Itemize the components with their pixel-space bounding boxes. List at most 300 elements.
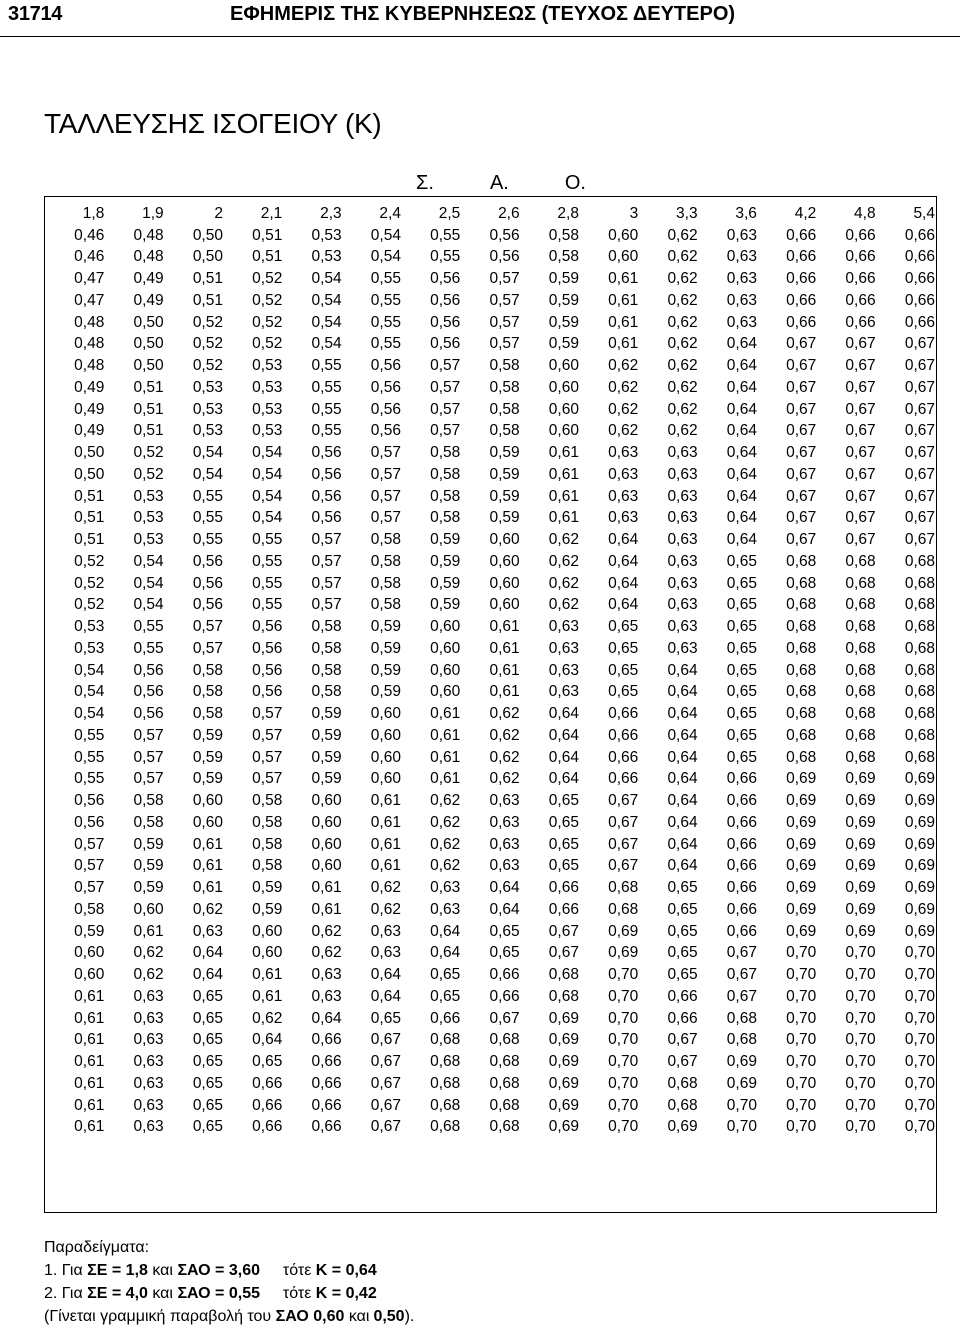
table-cell: 0,66 — [845, 270, 876, 288]
table-cell: 0,56 — [252, 618, 283, 636]
table-cell: 0,59 — [252, 879, 283, 897]
table-cell: 0,55 — [370, 313, 401, 331]
table-cell: 0,56 — [192, 552, 223, 570]
table-cell: 0,65 — [726, 552, 757, 570]
table-cell: 0,67 — [845, 487, 876, 505]
table-cell: 0,66 — [311, 1096, 342, 1114]
example-and: και — [152, 1262, 173, 1279]
table-cell: 0,56 — [370, 422, 401, 440]
table-cell: 0,64 — [667, 770, 698, 788]
table-cell: 0,56 — [311, 444, 342, 462]
table-cell: 0,60 — [311, 835, 342, 853]
table-cell: 0,60 — [133, 900, 164, 918]
column-header-sao: 2,1 — [260, 204, 283, 222]
table-cell: 0,57 — [252, 726, 283, 744]
table-cell: 0,63 — [133, 1009, 164, 1027]
table-cell: 0,51 — [133, 422, 164, 440]
table-row — [45, 290, 935, 312]
table-cell: 0,59 — [133, 857, 164, 875]
table-cell: 0,68 — [608, 900, 639, 918]
table-cell: 0,69 — [667, 1118, 698, 1136]
table-cell: 0,63 — [489, 792, 520, 810]
table-cell: 0,64 — [311, 1009, 342, 1027]
table-cell: 0,52 — [252, 270, 283, 288]
sao-axis-label — [416, 172, 586, 195]
table-cell: 0,55 — [74, 748, 105, 766]
table-cell: 0,59 — [192, 748, 223, 766]
table-cell: 0,63 — [726, 226, 757, 244]
table-cell: 0,57 — [252, 748, 283, 766]
table-cell: 0,60 — [192, 813, 223, 831]
table-cell: 0,61 — [74, 987, 105, 1005]
table-cell: 0,63 — [548, 618, 579, 636]
table-cell: 0,52 — [192, 357, 223, 375]
table-cell: 0,58 — [311, 683, 342, 701]
table-cell: 0,70 — [845, 1118, 876, 1136]
table-cell: 0,59 — [133, 835, 164, 853]
table-cell: 0,59 — [489, 487, 520, 505]
table-cell: 0,69 — [904, 835, 935, 853]
table-cell: 0,53 — [192, 400, 223, 418]
table-cell: 0,56 — [489, 226, 520, 244]
table-cell: 0,65 — [726, 748, 757, 766]
table-cell: 0,54 — [370, 226, 401, 244]
table-cell: 0,61 — [74, 1031, 105, 1049]
table-cell: 0,65 — [726, 661, 757, 679]
table-row — [45, 334, 935, 356]
table-cell: 0,66 — [489, 966, 520, 984]
table-cell: 0,63 — [726, 313, 757, 331]
table-cell: 0,61 — [489, 639, 520, 657]
table-cell: 0,61 — [133, 922, 164, 940]
table-cell: 0,68 — [548, 987, 579, 1005]
table-cell: 0,65 — [192, 1074, 223, 1092]
table-cell: 0,58 — [489, 357, 520, 375]
table-cell: 0,69 — [904, 813, 935, 831]
table-cell: 0,64 — [726, 531, 757, 549]
table-cell: 0,49 — [74, 400, 105, 418]
examples-heading: Παραδείγματα: — [44, 1239, 150, 1256]
table-cell: 0,63 — [489, 835, 520, 853]
table-cell: 0,65 — [192, 1053, 223, 1071]
table-header-row — [45, 203, 935, 225]
table-cell: 0,64 — [192, 944, 223, 962]
table-cell: 0,61 — [74, 1074, 105, 1092]
table-row — [45, 421, 935, 443]
table-row — [45, 1117, 935, 1139]
table-cell: 0,60 — [430, 639, 461, 657]
table-cell: 0,61 — [608, 291, 639, 309]
table-cell: 0,59 — [548, 291, 579, 309]
example-k: Κ = 0,64 — [315, 1262, 377, 1279]
table-cell: 0,63 — [133, 1031, 164, 1049]
table-cell: 0,60 — [192, 792, 223, 810]
table-cell: 0,70 — [726, 1118, 757, 1136]
example-se: ΣΕ = 4,0 — [87, 1285, 148, 1302]
table-cell: 0,65 — [726, 574, 757, 592]
table-cell: 0,62 — [667, 226, 698, 244]
table-cell: 0,67 — [904, 531, 935, 549]
table-cell: 0,64 — [726, 378, 757, 396]
table-cell: 0,52 — [74, 574, 105, 592]
table-cell: 0,55 — [311, 378, 342, 396]
table-cell: 0,57 — [370, 487, 401, 505]
table-cell: 0,61 — [74, 1053, 105, 1071]
table-cell: 0,65 — [192, 1031, 223, 1049]
table-row — [45, 355, 935, 377]
example-note — [44, 1305, 414, 1328]
table-cell: 0,48 — [133, 226, 164, 244]
table-cell: 0,55 — [430, 248, 461, 266]
table-cell: 0,52 — [252, 335, 283, 353]
table-cell: 0,64 — [370, 966, 401, 984]
table-row — [45, 769, 935, 791]
table-cell: 0,54 — [311, 270, 342, 288]
table-cell: 0,65 — [548, 835, 579, 853]
table-cell: 0,66 — [845, 313, 876, 331]
table-cell: 0,53 — [133, 487, 164, 505]
table-cell: 0,63 — [133, 1096, 164, 1114]
table-cell: 0,50 — [74, 465, 105, 483]
table-cell: 0,65 — [726, 683, 757, 701]
table-cell: 0,67 — [786, 487, 817, 505]
table-cell: 0,69 — [548, 1096, 579, 1114]
table-cell: 0,51 — [74, 487, 105, 505]
table-cell: 0,60 — [489, 574, 520, 592]
table-cell: 0,67 — [904, 422, 935, 440]
table-row — [45, 790, 935, 812]
table-cell: 0,68 — [904, 661, 935, 679]
table-cell: 0,57 — [370, 444, 401, 462]
table-cell: 0,64 — [489, 900, 520, 918]
table-cell: 0,64 — [548, 748, 579, 766]
table-row — [45, 943, 935, 965]
table-row — [45, 595, 935, 617]
table-cell: 0,66 — [608, 726, 639, 744]
table-cell: 0,53 — [133, 531, 164, 549]
table-cell: 0,61 — [608, 270, 639, 288]
table-cell: 0,68 — [786, 639, 817, 657]
table-cell: 0,47 — [74, 270, 105, 288]
table-cell: 0,61 — [430, 705, 461, 723]
table-cell: 0,64 — [726, 335, 757, 353]
table-cell: 0,68 — [786, 705, 817, 723]
table-cell: 0,64 — [667, 748, 698, 766]
table-cell: 0,56 — [192, 574, 223, 592]
table-cell: 0,48 — [74, 357, 105, 375]
table-cell: 0,61 — [252, 966, 283, 984]
table-cell: 0,70 — [845, 1009, 876, 1027]
table-cell: 0,57 — [430, 400, 461, 418]
table-cell: 0,52 — [252, 313, 283, 331]
table-cell: 0,56 — [430, 335, 461, 353]
table-cell: 0,68 — [845, 618, 876, 636]
table-cell: 0,66 — [726, 770, 757, 788]
table-cell: 0,66 — [311, 1074, 342, 1092]
column-header-sao: 4,8 — [854, 204, 876, 222]
table-cell: 0,65 — [667, 879, 698, 897]
table-cell: 0,66 — [726, 900, 757, 918]
table-cell: 0,68 — [904, 596, 935, 614]
table-cell: 0,69 — [608, 944, 639, 962]
table-row — [45, 1030, 935, 1052]
table-cell: 0,58 — [311, 661, 342, 679]
table-row — [45, 312, 935, 334]
table-row — [45, 247, 935, 269]
table-cell: 0,67 — [548, 944, 579, 962]
table-cell: 0,55 — [311, 422, 342, 440]
table-cell: 0,67 — [608, 813, 639, 831]
table-cell: 0,51 — [133, 378, 164, 396]
table-cell: 0,57 — [74, 857, 105, 875]
table-row — [45, 899, 935, 921]
table-cell: 0,57 — [370, 509, 401, 527]
table-cell: 0,65 — [667, 900, 698, 918]
table-row — [45, 703, 935, 725]
table-cell: 0,62 — [548, 552, 579, 570]
table-cell: 0,58 — [489, 378, 520, 396]
table-cell: 0,65 — [192, 1118, 223, 1136]
table-cell: 0,68 — [786, 748, 817, 766]
table-cell: 0,63 — [667, 639, 698, 657]
table-cell: 0,52 — [192, 313, 223, 331]
table-cell: 0,67 — [786, 444, 817, 462]
table-cell: 0,58 — [370, 531, 401, 549]
table-cell: 0,51 — [192, 291, 223, 309]
table-cell: 0,58 — [192, 683, 223, 701]
table-cell: 0,57 — [192, 639, 223, 657]
table-cell: 0,67 — [608, 857, 639, 875]
table-cell: 0,60 — [370, 726, 401, 744]
table-cell: 0,62 — [430, 813, 461, 831]
table-cell: 0,59 — [192, 770, 223, 788]
table-cell: 0,62 — [608, 422, 639, 440]
table-cell: 0,68 — [904, 639, 935, 657]
table-cell: 0,64 — [192, 966, 223, 984]
table-cell: 0,52 — [192, 335, 223, 353]
table-cell: 0,66 — [845, 226, 876, 244]
section-title: ΤΑΛΛΕΥΣΗΣ ΙΣΟΓΕΙΟΥ (Κ) — [44, 108, 382, 139]
table-cell: 0,56 — [74, 813, 105, 831]
table-cell: 0,56 — [311, 487, 342, 505]
table-row — [45, 856, 935, 878]
table-cell: 0,67 — [845, 465, 876, 483]
table-cell: 0,62 — [489, 770, 520, 788]
table-cell: 0,70 — [726, 1096, 757, 1114]
table-cell: 0,68 — [845, 596, 876, 614]
table-cell: 0,63 — [608, 444, 639, 462]
table-cell: 0,61 — [74, 1118, 105, 1136]
table-cell: 0,66 — [786, 270, 817, 288]
sao-letter: Α. — [489, 172, 509, 194]
table-cell: 0,63 — [430, 879, 461, 897]
table-cell: 0,64 — [726, 400, 757, 418]
coefficient-table — [45, 203, 935, 1138]
table-cell: 0,70 — [904, 1009, 935, 1027]
table-row — [45, 682, 935, 704]
table-cell: 0,67 — [904, 509, 935, 527]
table-cell: 0,63 — [370, 922, 401, 940]
table-cell: 0,56 — [430, 313, 461, 331]
table-cell: 0,70 — [608, 987, 639, 1005]
table-cell: 0,67 — [786, 465, 817, 483]
table-cell: 0,55 — [192, 531, 223, 549]
table-cell: 0,61 — [489, 661, 520, 679]
table-cell: 0,62 — [252, 1009, 283, 1027]
table-cell: 0,63 — [133, 1053, 164, 1071]
table-cell: 0,54 — [133, 552, 164, 570]
table-cell: 0,64 — [667, 792, 698, 810]
table-cell: 0,68 — [904, 705, 935, 723]
column-header-sao: 1,9 — [142, 204, 164, 222]
table-row — [45, 725, 935, 747]
table-cell: 0,57 — [430, 378, 461, 396]
table-row — [45, 442, 935, 464]
page-number: 31714 — [8, 3, 63, 25]
table-cell: 0,54 — [74, 705, 105, 723]
table-cell: 0,59 — [548, 313, 579, 331]
example-and: και — [152, 1285, 173, 1302]
table-cell: 0,56 — [74, 792, 105, 810]
table-cell: 0,60 — [608, 226, 639, 244]
table-cell: 0,57 — [430, 357, 461, 375]
table-cell: 0,68 — [489, 1096, 520, 1114]
table-cell: 0,64 — [548, 770, 579, 788]
table-cell: 0,57 — [311, 596, 342, 614]
table-cell: 0,66 — [786, 226, 817, 244]
table-cell: 0,62 — [370, 879, 401, 897]
table-cell: 0,61 — [74, 1096, 105, 1114]
table-cell: 0,57 — [74, 835, 105, 853]
table-row — [45, 529, 935, 551]
table-cell: 0,56 — [311, 509, 342, 527]
table-cell: 0,58 — [370, 552, 401, 570]
table-cell: 0,57 — [311, 552, 342, 570]
table-cell: 0,64 — [608, 574, 639, 592]
table-cell: 0,62 — [667, 291, 698, 309]
table-cell: 0,66 — [311, 1118, 342, 1136]
table-cell: 0,69 — [548, 1009, 579, 1027]
table-cell: 0,63 — [370, 944, 401, 962]
table-cell: 0,69 — [845, 770, 876, 788]
table-cell: 0,65 — [430, 966, 461, 984]
table-cell: 0,66 — [845, 248, 876, 266]
table-cell: 0,63 — [667, 618, 698, 636]
table-cell: 0,68 — [786, 661, 817, 679]
table-cell: 0,65 — [667, 944, 698, 962]
table-cell: 0,69 — [786, 813, 817, 831]
table-cell: 0,65 — [667, 922, 698, 940]
table-cell: 0,61 — [370, 835, 401, 853]
table-cell: 0,54 — [74, 683, 105, 701]
table-cell: 0,69 — [904, 770, 935, 788]
table-cell: 0,62 — [548, 574, 579, 592]
table-cell: 0,70 — [608, 1074, 639, 1092]
table-cell: 0,61 — [608, 335, 639, 353]
table-cell: 0,54 — [192, 444, 223, 462]
table-cell: 0,70 — [608, 1031, 639, 1049]
table-cell: 0,64 — [667, 705, 698, 723]
table-row — [45, 508, 935, 530]
table-cell: 0,61 — [311, 900, 342, 918]
table-cell: 0,62 — [608, 400, 639, 418]
table-cell: 0,57 — [430, 422, 461, 440]
table-cell: 0,56 — [370, 357, 401, 375]
table-cell: 0,55 — [74, 726, 105, 744]
table-cell: 0,67 — [726, 966, 757, 984]
table-cell: 0,49 — [74, 378, 105, 396]
table-cell: 0,67 — [786, 422, 817, 440]
table-cell: 0,58 — [252, 792, 283, 810]
table-row — [45, 812, 935, 834]
table-cell: 0,67 — [845, 422, 876, 440]
table-cell: 0,60 — [430, 683, 461, 701]
table-cell: 0,58 — [311, 618, 342, 636]
table-cell: 0,70 — [786, 1118, 817, 1136]
table-cell: 0,61 — [370, 857, 401, 875]
table-cell: 0,51 — [252, 226, 283, 244]
table-cell: 0,62 — [430, 857, 461, 875]
table-cell: 0,60 — [252, 922, 283, 940]
table-cell: 0,68 — [904, 726, 935, 744]
table-cell: 0,67 — [904, 487, 935, 505]
table-cell: 0,63 — [192, 922, 223, 940]
table-cell: 0,66 — [311, 1031, 342, 1049]
table-cell: 0,66 — [252, 1074, 283, 1092]
table-cell: 0,60 — [370, 770, 401, 788]
table-cell: 0,56 — [133, 683, 164, 701]
table-cell: 0,66 — [252, 1096, 283, 1114]
table-cell: 0,68 — [845, 705, 876, 723]
table-cell: 0,57 — [311, 574, 342, 592]
table-cell: 0,62 — [667, 270, 698, 288]
table-cell: 0,59 — [430, 596, 461, 614]
table-cell: 0,70 — [904, 944, 935, 962]
table-cell: 0,69 — [786, 792, 817, 810]
table-cell: 0,70 — [786, 1031, 817, 1049]
table-cell: 0,57 — [252, 770, 283, 788]
table-cell: 0,64 — [726, 465, 757, 483]
table-cell: 0,55 — [192, 487, 223, 505]
example-se: ΣΕ = 1,8 — [87, 1262, 148, 1279]
table-cell: 0,63 — [667, 444, 698, 462]
table-cell: 0,67 — [786, 378, 817, 396]
table-cell: 0,69 — [548, 1031, 579, 1049]
table-row — [45, 964, 935, 986]
example-sao: ΣΑΟ = 3,60 — [177, 1262, 260, 1279]
table-cell: 0,67 — [845, 444, 876, 462]
table-cell: 0,69 — [548, 1053, 579, 1071]
table-cell: 0,68 — [608, 879, 639, 897]
example-then: τότε — [282, 1262, 312, 1279]
table-cell: 0,52 — [252, 291, 283, 309]
table-cell: 0,64 — [667, 661, 698, 679]
table-cell: 0,70 — [608, 1096, 639, 1114]
table-cell: 0,66 — [726, 857, 757, 875]
table-cell: 0,65 — [726, 596, 757, 614]
table-cell: 0,70 — [608, 1118, 639, 1136]
table-cell: 0,69 — [608, 922, 639, 940]
column-header-sao: 3,6 — [735, 204, 757, 222]
table-row — [45, 638, 935, 660]
table-cell: 0,62 — [489, 748, 520, 766]
table-cell: 0,67 — [370, 1118, 401, 1136]
table-cell: 0,57 — [370, 465, 401, 483]
table-cell: 0,70 — [845, 1053, 876, 1071]
table-cell: 0,53 — [252, 357, 283, 375]
table-cell: 0,65 — [430, 987, 461, 1005]
table-cell: 0,67 — [786, 335, 817, 353]
